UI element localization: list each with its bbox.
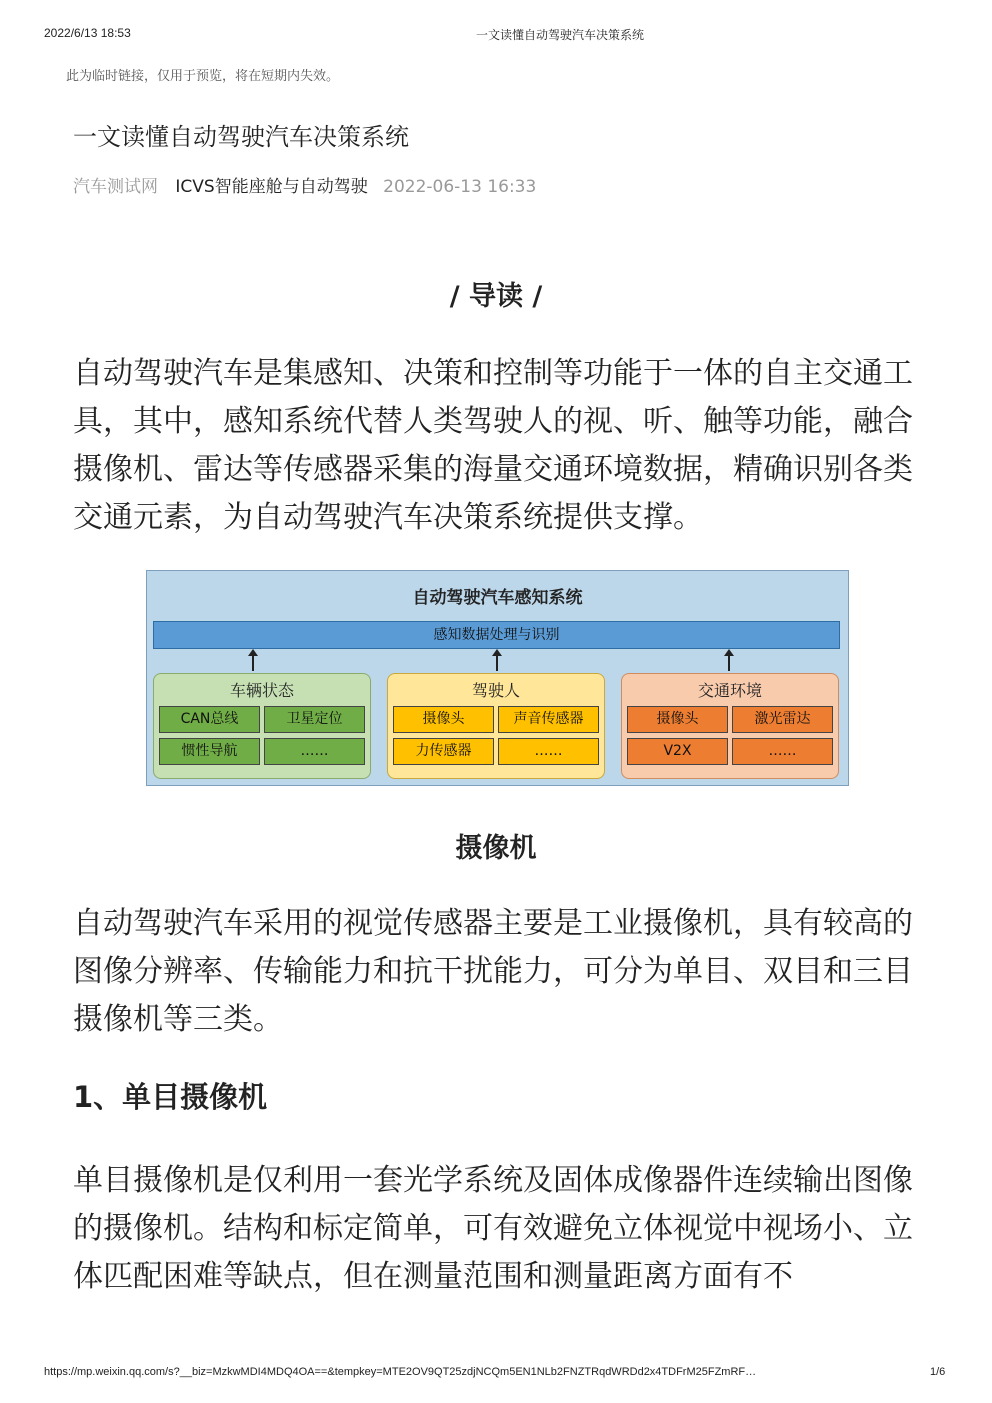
- article-publish-time: 2022-06-13 16:33: [383, 177, 537, 197]
- diagram-cell: ……: [732, 738, 833, 765]
- diagram-cell: 激光雷达: [732, 706, 833, 733]
- article-meta: [73, 172, 536, 197]
- arrow-up-icon: [728, 651, 730, 671]
- mono-camera-paragraph: 单目摄像机是仅利用一套光学系统及固体成像器件连续输出图像的摄像机。结构和标定简单，可有效避免立体视觉中视场小、立体匹配困难等缺点，但在测量范围和测量距离方面有不: [73, 1163, 913, 1294]
- intro-heading: / 导读 /: [449, 281, 543, 312]
- diagram-group-traffic-environment: [621, 673, 839, 779]
- footer-page-number: 1/6: [930, 1366, 946, 1378]
- temporary-link-notice: 此为临时链接，仅用于预览，将在短期内失效。: [66, 69, 340, 84]
- intro-paragraph: 自动驾驶汽车是集感知、决策和控制等功能于一体的自主交通工具，其中，感知系统代替人类驾驶人的视、听、触等功能，融合摄像机、雷达等传感器采集的海量交通环境数据，精确识别各类交通元素，为自动驾驶汽车决策系统提供支撑。: [73, 356, 913, 535]
- perception-system-diagram: [146, 570, 849, 786]
- diagram-cell: 力传感器: [393, 738, 494, 765]
- article-title: 一文读懂自动驾驶汽车决策系统: [73, 123, 409, 151]
- mono-camera-heading: 1、单目摄像机: [73, 1080, 268, 1114]
- diagram-cell: 惯性导航: [159, 738, 260, 765]
- arrow-up-icon: [496, 651, 498, 671]
- camera-paragraph: 自动驾驶汽车采用的视觉传感器主要是工业摄像机，具有较高的图像分辨率、传输能力和抗干扰能力，可分为单目、双目和三目摄像机等三类。: [73, 906, 913, 1037]
- diagram-title: 自动驾驶汽车感知系统: [412, 588, 583, 608]
- diagram-cell: CAN总线: [159, 706, 260, 733]
- diagram-cell: 摄像头: [393, 706, 494, 733]
- group-title: 驾驶人: [471, 681, 520, 700]
- diagram-group-vehicle-state: [153, 673, 371, 779]
- print-datetime: 2022/6/13 18:53: [44, 26, 131, 40]
- diagram-group-driver: [387, 673, 605, 779]
- diagram-cell: 卫星定位: [264, 706, 365, 733]
- group-title: 交通环境: [697, 681, 762, 700]
- arrow-up-icon: [252, 651, 254, 671]
- article-author-link[interactable]: ICVS智能座舱与自动驾驶: [175, 177, 368, 197]
- footer-url: https://mp.weixin.qq.com/s?__biz=MzkwMDI4MDQ4OA==&tempkey=MTE2OV9QT25zdjNCQm5EN1NLb2FNZTRqdWRDd2x4TDFrM25FZmRF…: [44, 1366, 757, 1378]
- diagram-cell: V2X: [627, 738, 728, 765]
- diagram-processing-bar: 感知数据处理与识别: [153, 621, 840, 649]
- diagram-cell: ……: [498, 738, 599, 765]
- print-header-title: 一文读懂自动驾驶汽车决策系统: [476, 28, 645, 42]
- article-source: 汽车测试网: [73, 177, 158, 197]
- diagram-cell: ……: [264, 738, 365, 765]
- group-title: 车辆状态: [229, 681, 294, 700]
- diagram-cell: 声音传感器: [498, 706, 599, 733]
- diagram-cell: 摄像头: [627, 706, 728, 733]
- camera-heading: 摄像机: [455, 833, 537, 864]
